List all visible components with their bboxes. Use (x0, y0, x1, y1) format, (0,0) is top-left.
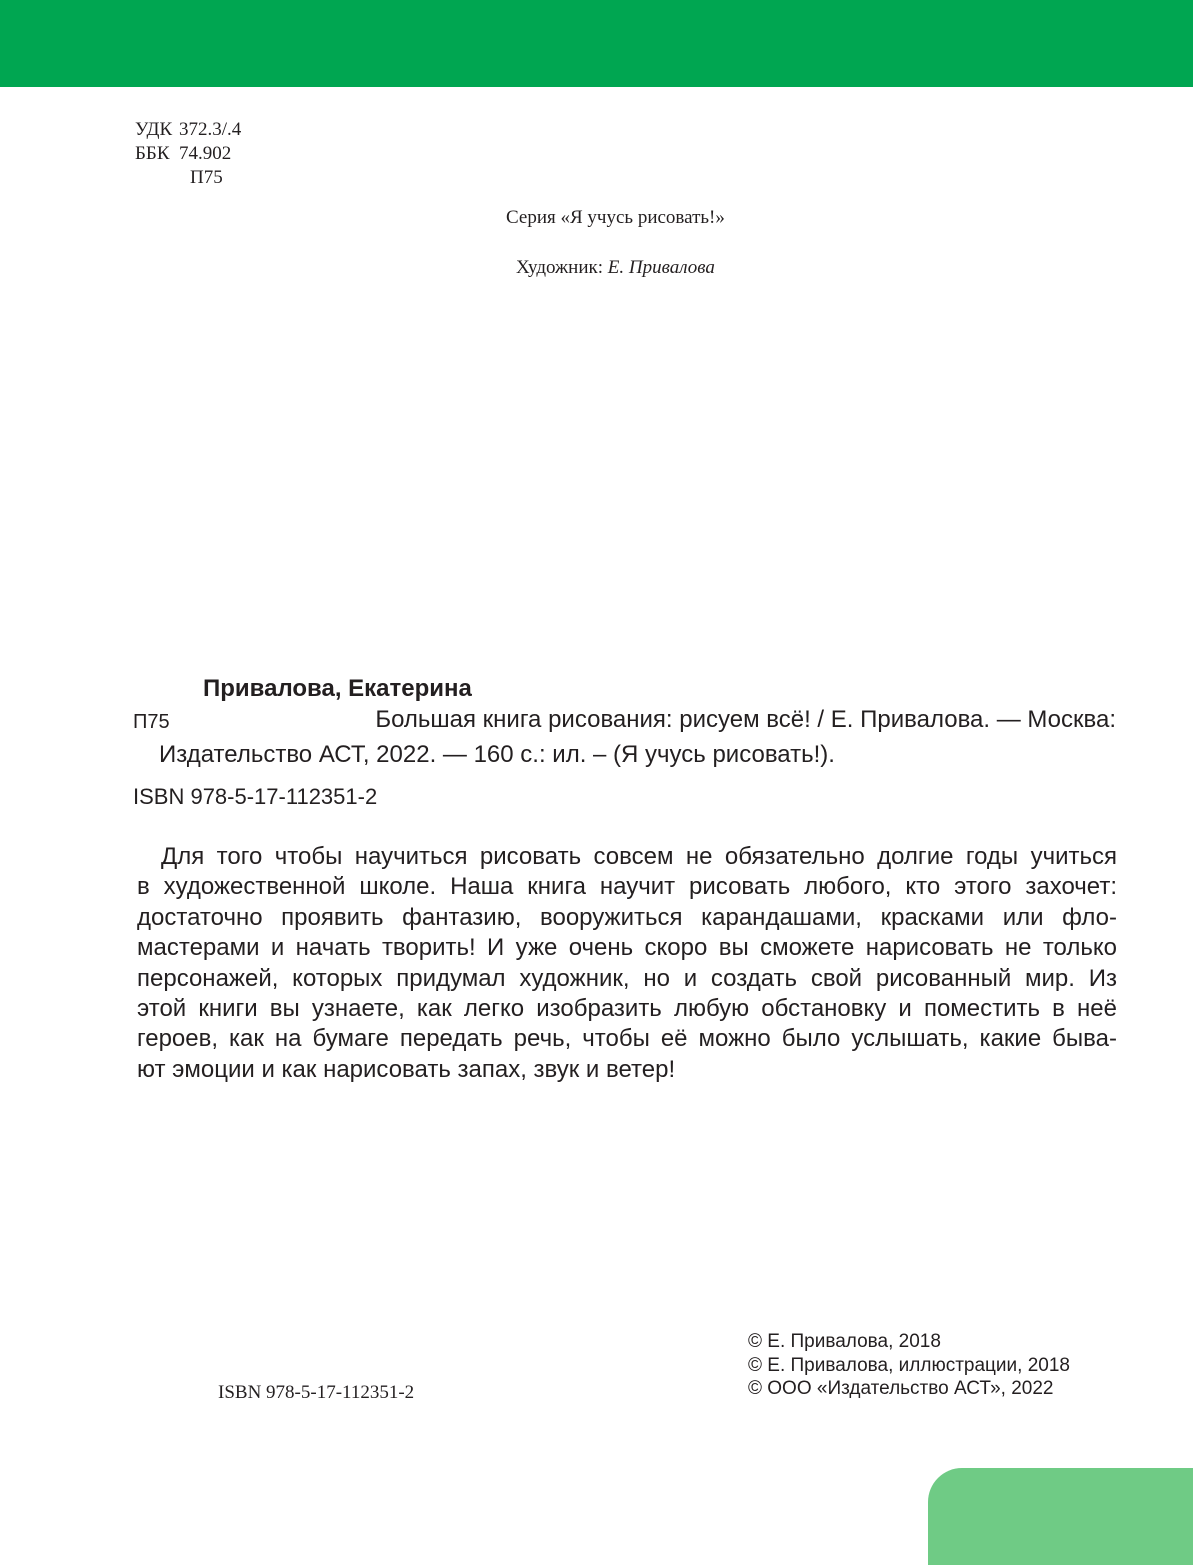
corner-green-block (928, 1468, 1193, 1565)
bbk-value: 74.902 (179, 143, 232, 164)
artist-credit (516, 257, 715, 279)
bbk-row (135, 142, 241, 166)
annotation-line: персонажей, которых придумал художник, но и создать свой рисованный мир. Из (137, 964, 1117, 992)
top-green-bar (0, 0, 1193, 87)
copyright-publisher: © ООО «Издательство АСТ», 2022 (748, 1378, 1054, 1399)
copyright-illustrations: © Е. Привалова, иллюстрации, 2018 (748, 1354, 1070, 1376)
artist-label: Художник: (516, 257, 604, 278)
isbn-bibliographic: ISBN 978-5-17-112351-2 (133, 784, 378, 809)
annotation-line: героев, как на бумаге передать речь, чтобы её можно было услышать, какие быва- (137, 1025, 1117, 1053)
bbk-label: ББК (135, 143, 170, 164)
classification-codes (135, 118, 241, 190)
annotation-line: достаточно проявить фантазию, вооружиться карандашами, красками или фло- (137, 903, 1117, 931)
author-sign: П75 (190, 167, 223, 188)
isbn-footer: ISBN 978-5-17-112351-2 (218, 1382, 415, 1403)
udk-row (135, 118, 241, 142)
artist-name: Е. Привалова (607, 257, 715, 278)
bibliographic-description-line-1: Большая книга рисования: рисуем всё! / Е. Привалова. — Москва: (375, 706, 1116, 733)
bibliographic-description-line-2: Издательство АСТ, 2022. — 160 с.: ил. – (Я учусь рисовать!). (159, 741, 835, 768)
bibliographic-author: Привалова, Екатерина (203, 675, 472, 702)
copyright-notices (748, 1330, 1070, 1401)
copyright-author: © Е. Привалова, 2018 (748, 1331, 941, 1352)
annotation (137, 842, 1117, 1085)
annotation-line: в художественной школе. Наша книга научит рисовать любого, кто этого захочет: (137, 873, 1117, 901)
annotation-line: мастерами и начать творить! И уже очень скоро вы сможете нарисовать не только (137, 934, 1117, 962)
udk-value: 372.3/.4 (179, 119, 242, 140)
udk-label: УДК (135, 119, 173, 140)
annotation-line: этой книги вы узнаете, как легко изобразить любую обстановку и поместить в неё (137, 995, 1117, 1023)
series-title: Серия «Я учусь рисовать!» (506, 207, 725, 228)
annotation-line: ют эмоции и как нарисовать запах, звук и ветер! (137, 1055, 676, 1083)
bibliographic-code: П75 (133, 711, 170, 733)
annotation-line: Для того чтобы научиться рисовать совсем не обязательно долгие годы учиться (161, 843, 1117, 870)
